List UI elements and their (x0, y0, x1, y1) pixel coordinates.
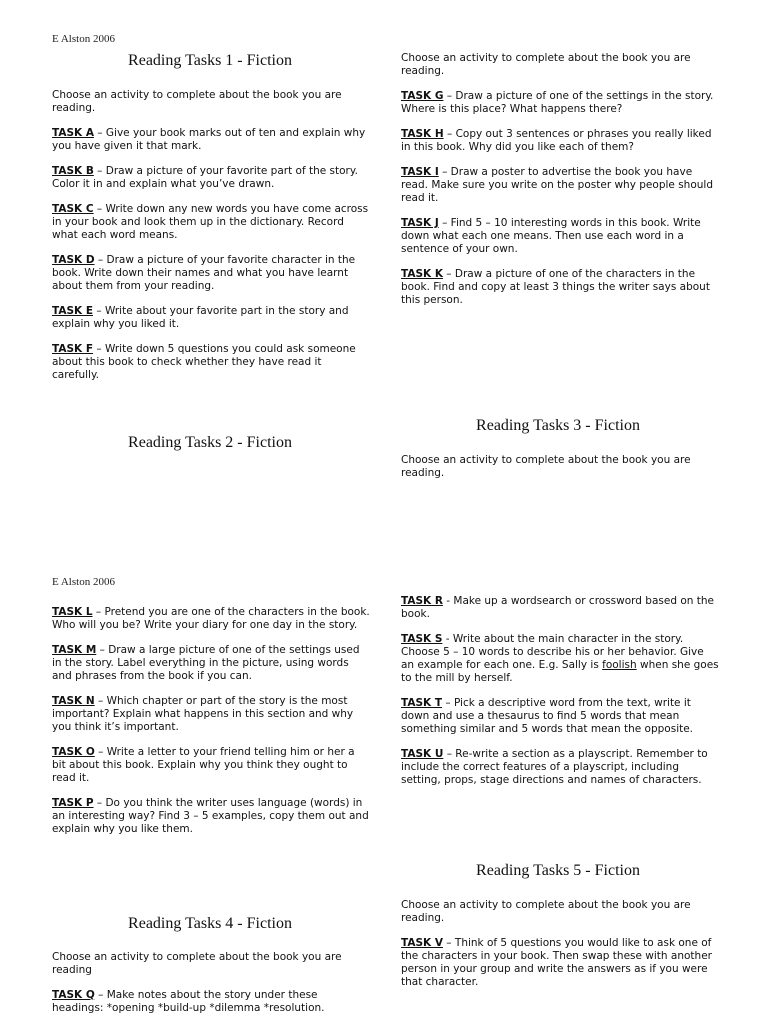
task-a: TASK A – Give your book marks out of ten and explain why you have given it that mark. (52, 127, 366, 152)
title-reading-tasks-2: Reading Tasks 2 - Fiction (128, 434, 292, 451)
task-b: TASK B – Draw a picture of your favorite part of the story. Color it in and explain what you’ve drawn. (52, 165, 358, 190)
task-text: Do you think the writer uses language (words) in an interesting way? Find 3 – 5 examples, copy them out and explain why you like them. (52, 797, 369, 835)
task-i: TASK I – Draw a poster to advertise the book you have read. Make sure you write on the poster why people should read it. (401, 166, 713, 204)
intro-text: Choose an activity to complete about the book you are reading (52, 951, 342, 976)
title-reading-tasks-4: Reading Tasks 4 - Fiction (128, 915, 292, 932)
task-label: TASK H (401, 128, 444, 140)
tasks-3-intro: Choose an activity to complete about the book you are reading. (401, 454, 691, 479)
task-label: TASK M (52, 644, 97, 656)
author-credit-top: E Alston 2006 (52, 33, 115, 45)
tasks-2-section (52, 606, 370, 848)
task-label: TASK N (52, 695, 95, 707)
task-label: TASK E (52, 305, 94, 317)
task-e: TASK E – Write about your favorite part in the story and explain why you liked it. (52, 305, 349, 330)
task-p: TASK P – Do you think the writer uses language (words) in an interesting way? Find 3 – 5 examples, copy them out and explain why you like them. (52, 797, 369, 835)
task-text: Make notes about the story under these headings: *opening *build-up *dilemma *resolution. (52, 989, 325, 1014)
task-s: TASK S - Write about the main character in the story. Choose 5 – 10 words to describe his or her behavior. Give an example for each one. E.g. Sally is foolish when she goes to the mill by herself. (401, 633, 719, 684)
task-u: TASK U – Re-write a section as a playscript. Remember to include the correct features of a playscript, including setting, props, stage directions and names of characters. (401, 748, 708, 786)
task-text: Write a letter to your friend telling him or her a bit about this book. Explain why you think they ought to read it. (52, 746, 355, 784)
task-label: TASK G (401, 90, 444, 102)
task-j: TASK J – Find 5 – 10 interesting words in this book. Write down what each one means. Then use each word in a sentence of your own. (401, 217, 701, 255)
intro-text: Choose an activity to complete about the book you are reading. (401, 899, 691, 924)
task-text: Pretend you are one of the characters in the book. Who will you be? Write your diary for one day in the story. (52, 606, 370, 631)
task-text: Write about the main character in the story. Choose 5 – 10 words to describe his or her behavior. Give an example for each one. E.g. Sally is (401, 633, 704, 671)
task-l: TASK L – Pretend you are one of the characters in the book. Who will you be? Write your diary for one day in the story. (52, 606, 370, 631)
author-credit-bottom: E Alston 2006 (52, 576, 115, 588)
task-o: TASK O – Write a letter to your friend telling him or her a bit about this book. Explain why you think they ought to read it. (52, 746, 355, 784)
tasks-4-section (52, 951, 370, 1027)
task-text: Find 5 – 10 interesting words in this book. Write down what each one means. Then use each word in a sentence of your own. (401, 217, 701, 255)
task-g: TASK G – Draw a picture of one of the settings in the story. Where is this place? What happens there? (401, 90, 714, 115)
title-reading-tasks-3: Reading Tasks 3 - Fiction (476, 417, 640, 434)
task-text: Make up a wordsearch or crossword based on the book. (401, 595, 714, 620)
task-v: TASK V – Think of 5 questions you would like to ask one of the characters in your book. Then swap these with another person in your group and write the answers as if you were that character. (401, 937, 712, 988)
task-text: Write about your favorite part in the story and explain why you liked it. (52, 305, 349, 330)
task-label: TASK C (52, 203, 94, 215)
intro-text: Choose an activity to complete about the book you are reading. (401, 52, 691, 77)
task-label: TASK F (52, 343, 94, 355)
task-label: TASK O (52, 746, 95, 758)
task-label: TASK T (401, 697, 442, 709)
task-label: TASK B (52, 165, 94, 177)
task-text: Re-write a section as a playscript. Remember to include the correct features of a playscript, including setting, props, stage directions and names of characters. (401, 748, 708, 786)
task-text: Draw a picture of your favorite part of the story. Color it in and explain what you’ve drawn. (52, 165, 358, 190)
task-text: Draw a picture of one of the characters in the book. Find and copy at least 3 things the writer says about this person. (401, 268, 710, 306)
task-text: Give your book marks out of ten and explain why you have given it that mark. (52, 127, 366, 152)
task-h: TASK H – Copy out 3 sentences or phrases you really liked in this book. Why did you like each of them? (401, 128, 712, 153)
task-text: Draw a large picture of one of the settings used in the story. Label everything in the picture, using words and phrases from the book if you can. (52, 644, 360, 682)
title-reading-tasks-5: Reading Tasks 5 - Fiction (476, 862, 640, 879)
underlined-example-word: foolish (602, 659, 637, 671)
task-k: TASK K – Draw a picture of one of the characters in the book. Find and copy at least 3 things the writer says about this person. (401, 268, 710, 306)
task-label: TASK U (401, 748, 444, 760)
intro-text: Choose an activity to complete about the book you are reading. (52, 89, 342, 114)
task-label: TASK L (52, 606, 93, 618)
tasks-1-continued-section (401, 52, 719, 319)
task-label: TASK R (401, 595, 443, 607)
task-label: TASK Q (52, 989, 95, 1001)
task-text: Think of 5 questions you would like to ask one of the characters in your book. Then swap these with another person in your group and write the answers as if you were that character. (401, 937, 712, 988)
task-f: TASK F – Write down 5 questions you could ask someone about this book to check whether they have read it carefully. (52, 343, 356, 381)
task-text: Write down 5 questions you could ask someone about this book to check whether they have read it carefully. (52, 343, 356, 381)
task-text: Pick a descriptive word from the text, write it down and use a thesaurus to find 5 words that mean something similar and 5 words that mean the opposite. (401, 697, 694, 735)
task-label: TASK A (52, 127, 94, 139)
task-text: Draw a picture of one of the settings in the story. Where is this place? What happens there? (401, 90, 714, 115)
task-t: TASK T – Pick a descriptive word from the text, write it down and use a thesaurus to find 5 words that mean something similar and 5 words that mean the opposite. (401, 697, 694, 735)
task-label: TASK I (401, 166, 439, 178)
task-text: Draw a poster to advertise the book you have read. Make sure you write on the poster why people should read it. (401, 166, 713, 204)
tasks-3-section (401, 595, 719, 799)
task-c: TASK C – Write down any new words you have come across in your book and look them up in the dictionary. Record what each word means. (52, 203, 369, 241)
task-label: TASK P (52, 797, 94, 809)
task-r: TASK R - Make up a wordsearch or crossword based on the book. (401, 595, 714, 620)
task-text: Draw a picture of your favorite character in the book. Write down their names and what you have learnt about them from your reading. (52, 254, 356, 292)
task-text: Which chapter or part of the story is the most important? Explain what happens in this section and why you think it’s important. (52, 695, 354, 733)
task-label: TASK J (401, 217, 439, 229)
task-q: TASK Q – Make notes about the story under these headings: *opening *build-up *dilemma *resolution. (52, 989, 325, 1014)
task-label: TASK K (401, 268, 443, 280)
tasks-1-section (52, 89, 370, 394)
title-reading-tasks-1: Reading Tasks 1 - Fiction (128, 52, 292, 69)
tasks-5-section (401, 899, 719, 1001)
task-label: TASK V (401, 937, 443, 949)
task-d: TASK D – Draw a picture of your favorite character in the book. Write down their names and what you have learnt about them from your reading. (52, 254, 356, 292)
task-label: TASK S (401, 633, 443, 645)
task-text: Write down any new words you have come across in your book and look them up in the dictionary. Record what each word means. (52, 203, 369, 241)
task-label: TASK D (52, 254, 95, 266)
task-n: TASK N – Which chapter or part of the story is the most important? Explain what happens in this section and why you think it’s important. (52, 695, 354, 733)
task-text: Copy out 3 sentences or phrases you really liked in this book. Why did you like each of them? (401, 128, 712, 153)
task-m: TASK M – Draw a large picture of one of the settings used in the story. Label everything in the picture, using words and phrases from the book if you can. (52, 644, 360, 682)
